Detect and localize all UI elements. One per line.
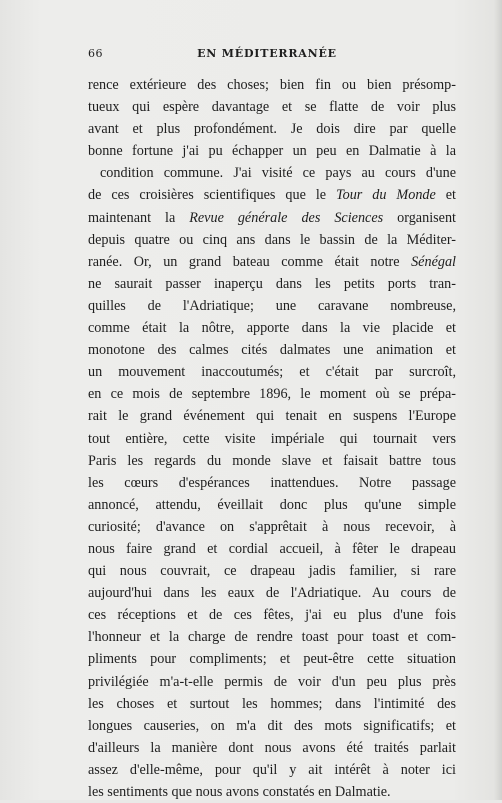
text-line: rait le grand événement qui tenait en suspens l'Europe (88, 408, 456, 425)
italic-title-revue: Revue générale des Sciences (189, 209, 384, 226)
text-line (88, 207, 456, 229)
text-line: bonne fortune j'ai pu échapper un peu en Dalmatie à la (88, 143, 456, 160)
text-line: ne saurait passer inaperçu dans les petits ports tran- (88, 275, 456, 292)
text-line: depuis quatre ou cinq ans dans le bassin de la Méditer- (88, 231, 456, 248)
page-header (88, 47, 446, 63)
page-number: 66 (88, 47, 103, 60)
text-segment: de ces croisières scientifiques que le (88, 187, 337, 204)
running-title: EN MÉDITERRANÉE (197, 47, 337, 60)
text-line: pliments pour compliments; et peut-être cette situation (88, 651, 456, 668)
text-line: curiosité; d'avance on s'apprêtait à nous recevoir, à (88, 518, 456, 535)
italic-ship-name: Sénégal (411, 253, 456, 270)
text-line: longues causeries, on m'a dit des mots significatifs; et (88, 717, 456, 734)
text-line: tueux qui espère davantage et se flatte de voir plus (88, 99, 456, 116)
text-line (88, 184, 456, 206)
text-line: annoncé, attendu, éveillait donc plus qu'une simple (88, 496, 456, 513)
text-line: aujourd'hui dans les eaux de l'Adriatique. Au cours de (88, 585, 456, 602)
text-segment: organisent (383, 209, 456, 226)
text-line: les cœurs d'espérances inattendues. Notre passage (88, 474, 456, 491)
text-line: nous faire grand et cordial accueil, à fêter le drapeau (88, 540, 456, 557)
text-line: assez d'elle-même, pour qu'il y ait intérêt à noter ici (88, 761, 456, 778)
text-line: les sentiments que nous avons constatés en Dalmatie. (88, 784, 391, 800)
text-line: privilégiée m'a-t-elle permis de voir d'un peu plus près (88, 673, 456, 690)
text-line: qui nous couvrait, ce drapeau jadis familier, si rare (88, 563, 456, 580)
text-line: ces réceptions et de ces fêtes, j'ai eu plus d'une fois (88, 607, 456, 624)
body-text (88, 74, 456, 803)
text-segment: ranée. Or, un grand bateau comme était notre (88, 253, 412, 270)
text-line: condition commune. J'ai visité ce pays au cours d'une (100, 165, 456, 182)
italic-title-tour-du-monde: Tour du Monde (336, 187, 436, 204)
text-line: un mouvement inaccoutumés; et c'était par surcroît, (88, 364, 456, 381)
text-line: avant et plus profondément. Je dois dire par quelle (88, 121, 456, 138)
text-line: quilles de l'Adriatique; une caravane nombreuse, (88, 297, 456, 314)
page-edge-shadow (494, 0, 502, 800)
text-line: Paris les regards du monde slave et faisait battre tous (88, 452, 456, 469)
text-segment: maintenant la (88, 209, 190, 226)
text-line: l'honneur et la charge de rendre toast pour toast et com- (88, 629, 456, 646)
text-line: les choses et surtout les hommes; dans l'intimité des (88, 695, 456, 712)
text-segment: et (435, 187, 457, 204)
text-line: en ce mois de septembre 1896, le moment où se prépa- (88, 386, 456, 403)
text-line: comme était la nôtre, apporte dans la vie placide et (88, 320, 456, 337)
text-line: monotone des calmes cités dalmates une animation et (88, 342, 456, 359)
text-line: rence extérieure des choses; bien fin ou bien présomp- (88, 77, 456, 93)
text-line: tout entière, cette visite impériale qui tournait vers (88, 430, 456, 447)
text-line (88, 251, 456, 273)
text-line: d'ailleurs la manière dont nous avons été traités parlait (88, 739, 456, 756)
